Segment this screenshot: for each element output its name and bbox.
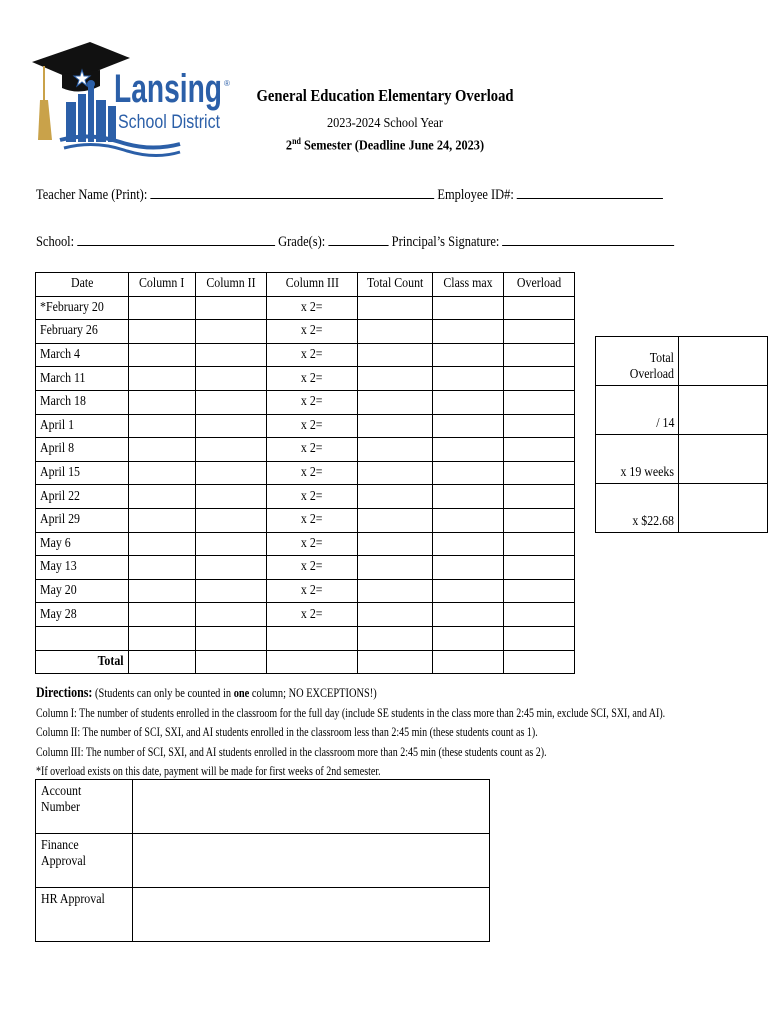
row-input-cell[interactable] <box>196 320 267 344</box>
school-field[interactable] <box>77 231 275 246</box>
row-column-3-formula[interactable]: x 2= <box>267 508 358 532</box>
row-column-3-formula[interactable]: x 2= <box>267 390 358 414</box>
row-input-cell[interactable] <box>358 390 433 414</box>
row-input-cell[interactable] <box>129 626 196 650</box>
table-row <box>36 414 575 438</box>
row-input-cell[interactable] <box>433 556 504 580</box>
divide-14-value[interactable] <box>679 386 768 435</box>
hr-approval-field[interactable] <box>133 888 490 942</box>
total-cell[interactable] <box>196 650 267 674</box>
row-column-3-formula[interactable]: x 2= <box>267 603 358 627</box>
directions-column-1: Column I: The number of students enrolled in the classroom for the full day (include SE students in the class more than 2:45 min, exclude SCI, SXI, and AI). <box>36 705 666 720</box>
row-input-cell[interactable] <box>504 438 575 462</box>
directions-column-2: Column II: The number of SCI, SXI, and AI students enrolled in the classroom less than 2:45 min (these students count as 1). <box>36 725 538 739</box>
hr-approval-label: HR Approval <box>36 888 133 942</box>
employee-id-field[interactable] <box>517 184 663 199</box>
row-input-cell[interactable] <box>358 626 433 650</box>
row-input-cell[interactable] <box>196 626 267 650</box>
table-row <box>36 508 575 532</box>
total-row <box>36 650 575 674</box>
row-input-cell[interactable] <box>196 461 267 485</box>
row-input-cell[interactable] <box>196 508 267 532</box>
row-input-cell[interactable] <box>196 603 267 627</box>
row-input-cell[interactable] <box>129 485 196 509</box>
row-column-3-formula[interactable]: x 2= <box>267 320 358 344</box>
row-column-3-formula[interactable]: x 2= <box>267 556 358 580</box>
row-input-cell[interactable] <box>358 438 433 462</box>
row-input-cell[interactable] <box>433 390 504 414</box>
row-input-cell[interactable] <box>358 508 433 532</box>
semester-line: 2nd Semester (Deadline June 24, 2023) <box>285 136 485 154</box>
row-input-cell[interactable] <box>358 485 433 509</box>
table-row <box>36 532 575 556</box>
header-column-1: Column I <box>129 273 196 297</box>
row-input-cell[interactable] <box>196 532 267 556</box>
row-input-cell[interactable] <box>433 343 504 367</box>
row-input-cell[interactable] <box>129 320 196 344</box>
row-date: *February 20 <box>36 296 129 320</box>
row-date: February 26 <box>36 320 129 344</box>
row-input-cell[interactable] <box>433 532 504 556</box>
row-column-3-formula[interactable]: x 2= <box>267 532 358 556</box>
table-row <box>36 367 575 391</box>
row-column-3-formula[interactable]: x 2= <box>267 343 358 367</box>
logo-text: Lansing <box>114 67 222 111</box>
row-input-cell[interactable] <box>504 532 575 556</box>
title-block <box>230 86 540 155</box>
row-input-cell[interactable] <box>433 320 504 344</box>
row-input-cell[interactable] <box>196 414 267 438</box>
header-column-2: Column II <box>196 273 267 297</box>
row-input-cell[interactable] <box>196 367 267 391</box>
overload-calculation-table <box>595 336 768 533</box>
row-input-cell[interactable] <box>504 485 575 509</box>
row-input-cell[interactable] <box>433 508 504 532</box>
directions: Directions: (Students can only be counted in one column; NO EXCEPTIONS!) Column I: The number of students enrolled in the classroom for the full day (include SE students in the class more than 2:45 min, exclude SCI, SXI, and AI). Column II: The number of SCI, SXI, and AI students enrolled in the classroom less than 2:45 min (these students count as 1). Column III: The number of SCI, SXI, and AI students enrolled in the classroom more than 2:45 min (these students count as 2). *If overload exists on this date, payment will be made for first weeks of 2nd semester. <box>36 683 665 782</box>
row-input-cell[interactable] <box>504 390 575 414</box>
school-label: School: <box>36 234 75 250</box>
row-input-cell[interactable] <box>433 603 504 627</box>
weeks-value[interactable] <box>679 435 768 484</box>
teacher-name-label: Teacher Name (Print): <box>36 187 148 203</box>
row-input-cell[interactable] <box>504 556 575 580</box>
total-cell[interactable] <box>267 650 358 674</box>
row-input-cell[interactable] <box>504 367 575 391</box>
row-input-cell[interactable] <box>433 296 504 320</box>
approval-row <box>36 888 490 942</box>
header-class-max: Class max <box>433 273 504 297</box>
row-input-cell[interactable] <box>358 556 433 580</box>
employee-id-label: Employee ID#: <box>437 187 514 203</box>
row-date: March 11 <box>36 367 129 391</box>
row-column-3-formula[interactable]: x 2= <box>267 579 358 603</box>
row-input-cell[interactable] <box>504 508 575 532</box>
side-row: x $22.68 <box>596 484 768 533</box>
teacher-line <box>36 184 663 204</box>
table-row <box>36 296 575 320</box>
row-input-cell[interactable] <box>358 579 433 603</box>
row-input-cell[interactable] <box>433 485 504 509</box>
table-row <box>36 626 575 650</box>
school-line <box>36 231 675 251</box>
directions-note: *If overload exists on this date, payment will be made for first weeks of 2nd semester. <box>36 764 381 778</box>
row-input-cell[interactable] <box>129 296 196 320</box>
row-input-cell[interactable] <box>129 414 196 438</box>
header-overload: Overload <box>504 273 575 297</box>
row-input-cell[interactable] <box>129 508 196 532</box>
table-row <box>36 343 575 367</box>
principal-signature-field[interactable] <box>503 231 675 246</box>
row-input-cell[interactable] <box>358 461 433 485</box>
overload-table <box>35 272 575 674</box>
row-input-cell[interactable] <box>433 579 504 603</box>
row-input-cell[interactable] <box>358 414 433 438</box>
row-column-3-formula[interactable]: x 2= <box>267 367 358 391</box>
approval-row <box>36 834 490 888</box>
row-input-cell[interactable] <box>433 367 504 391</box>
row-input-cell[interactable] <box>433 461 504 485</box>
row-input-cell[interactable] <box>358 320 433 344</box>
row-input-cell[interactable] <box>504 320 575 344</box>
total-label: Total <box>36 650 129 674</box>
row-input-cell[interactable] <box>433 626 504 650</box>
row-input-cell[interactable] <box>129 532 196 556</box>
row-input-cell[interactable] <box>129 343 196 367</box>
logo-subtext: School District <box>118 112 221 133</box>
row-input-cell[interactable] <box>504 603 575 627</box>
row-input-cell[interactable] <box>358 296 433 320</box>
row-date: May 13 <box>36 556 129 580</box>
row-input-cell[interactable] <box>196 390 267 414</box>
row-date: April 1 <box>36 414 129 438</box>
grades-field[interactable] <box>328 231 388 246</box>
header-total-count: Total Count <box>358 273 433 297</box>
table-header-row <box>36 273 575 297</box>
row-date: May 6 <box>36 532 129 556</box>
row-input-cell[interactable] <box>358 603 433 627</box>
grades-label: Grade(s): <box>278 234 326 250</box>
row-date: April 22 <box>36 485 129 509</box>
row-column-3-formula[interactable]: x 2= <box>267 485 358 509</box>
svg-text:®: ® <box>224 79 230 88</box>
row-date: April 29 <box>36 508 129 532</box>
approval-row <box>36 780 490 834</box>
row-input-cell[interactable] <box>358 367 433 391</box>
row-column-3-formula[interactable]: x 2= <box>267 461 358 485</box>
row-date: April 15 <box>36 461 129 485</box>
finance-approval-label: Finance Approval <box>36 834 133 888</box>
account-number-field[interactable] <box>133 780 490 834</box>
row-input-cell[interactable] <box>433 438 504 462</box>
total-overload-value[interactable] <box>679 337 768 386</box>
row-input-cell[interactable] <box>358 343 433 367</box>
payment-value[interactable] <box>679 484 768 533</box>
teacher-name-field[interactable] <box>150 184 434 199</box>
row-input-cell[interactable] <box>504 461 575 485</box>
row-column-3-formula[interactable]: x 2= <box>267 296 358 320</box>
row-date: March 18 <box>36 390 129 414</box>
row-input-cell[interactable] <box>196 485 267 509</box>
table-row <box>36 556 575 580</box>
table-row <box>36 461 575 485</box>
total-cell[interactable] <box>504 650 575 674</box>
row-column-3-formula[interactable]: x 2= <box>267 414 358 438</box>
table-row <box>36 485 575 509</box>
account-number-label: Account Number <box>36 780 133 834</box>
principal-signature-label: Principal’s Signature: <box>391 234 500 250</box>
side-row: Total Overload <box>596 337 768 386</box>
table-row <box>36 579 575 603</box>
row-input-cell[interactable] <box>504 296 575 320</box>
total-cell[interactable] <box>433 650 504 674</box>
row-input-cell[interactable] <box>129 438 196 462</box>
total-cell[interactable] <box>358 650 433 674</box>
row-input-cell[interactable] <box>358 532 433 556</box>
row-date: May 20 <box>36 579 129 603</box>
row-input-cell[interactable] <box>504 414 575 438</box>
finance-approval-field[interactable] <box>133 834 490 888</box>
table-row <box>36 320 575 344</box>
row-input-cell[interactable] <box>129 579 196 603</box>
row-input-cell[interactable] <box>504 579 575 603</box>
row-input-cell[interactable] <box>433 414 504 438</box>
row-input-cell[interactable] <box>267 626 358 650</box>
row-input-cell[interactable] <box>196 556 267 580</box>
side-row: x 19 weeks <box>596 435 768 484</box>
row-input-cell[interactable] <box>36 626 129 650</box>
directions-column-3: Column III: The number of SCI, SXI, and AI students enrolled in the classroom more than 2:45 min (these students count as 2). <box>36 744 547 759</box>
row-input-cell[interactable] <box>129 461 196 485</box>
table-row <box>36 603 575 627</box>
lansing-logo <box>30 40 230 158</box>
row-input-cell[interactable] <box>196 296 267 320</box>
approval-table <box>35 779 490 942</box>
row-input-cell[interactable] <box>129 603 196 627</box>
row-input-cell[interactable] <box>196 579 267 603</box>
table-row <box>36 438 575 462</box>
row-input-cell[interactable] <box>196 343 267 367</box>
row-input-cell[interactable] <box>504 343 575 367</box>
form-title: General Education Elementary Overload <box>256 86 514 105</box>
side-row: / 14 <box>596 386 768 435</box>
header-date: Date <box>36 273 129 297</box>
row-input-cell[interactable] <box>129 556 196 580</box>
row-input-cell[interactable] <box>129 367 196 391</box>
directions-heading: Directions: <box>36 685 93 701</box>
table-row <box>36 390 575 414</box>
row-input-cell[interactable] <box>196 438 267 462</box>
row-input-cell[interactable] <box>504 626 575 650</box>
header-column-3: Column III <box>267 273 358 297</box>
total-cell[interactable] <box>129 650 196 674</box>
row-date: March 4 <box>36 343 129 367</box>
row-date: May 28 <box>36 603 129 627</box>
row-date: April 8 <box>36 438 129 462</box>
school-year: 2023-2024 School Year <box>326 116 444 131</box>
row-input-cell[interactable] <box>129 390 196 414</box>
row-column-3-formula[interactable]: x 2= <box>267 438 358 462</box>
